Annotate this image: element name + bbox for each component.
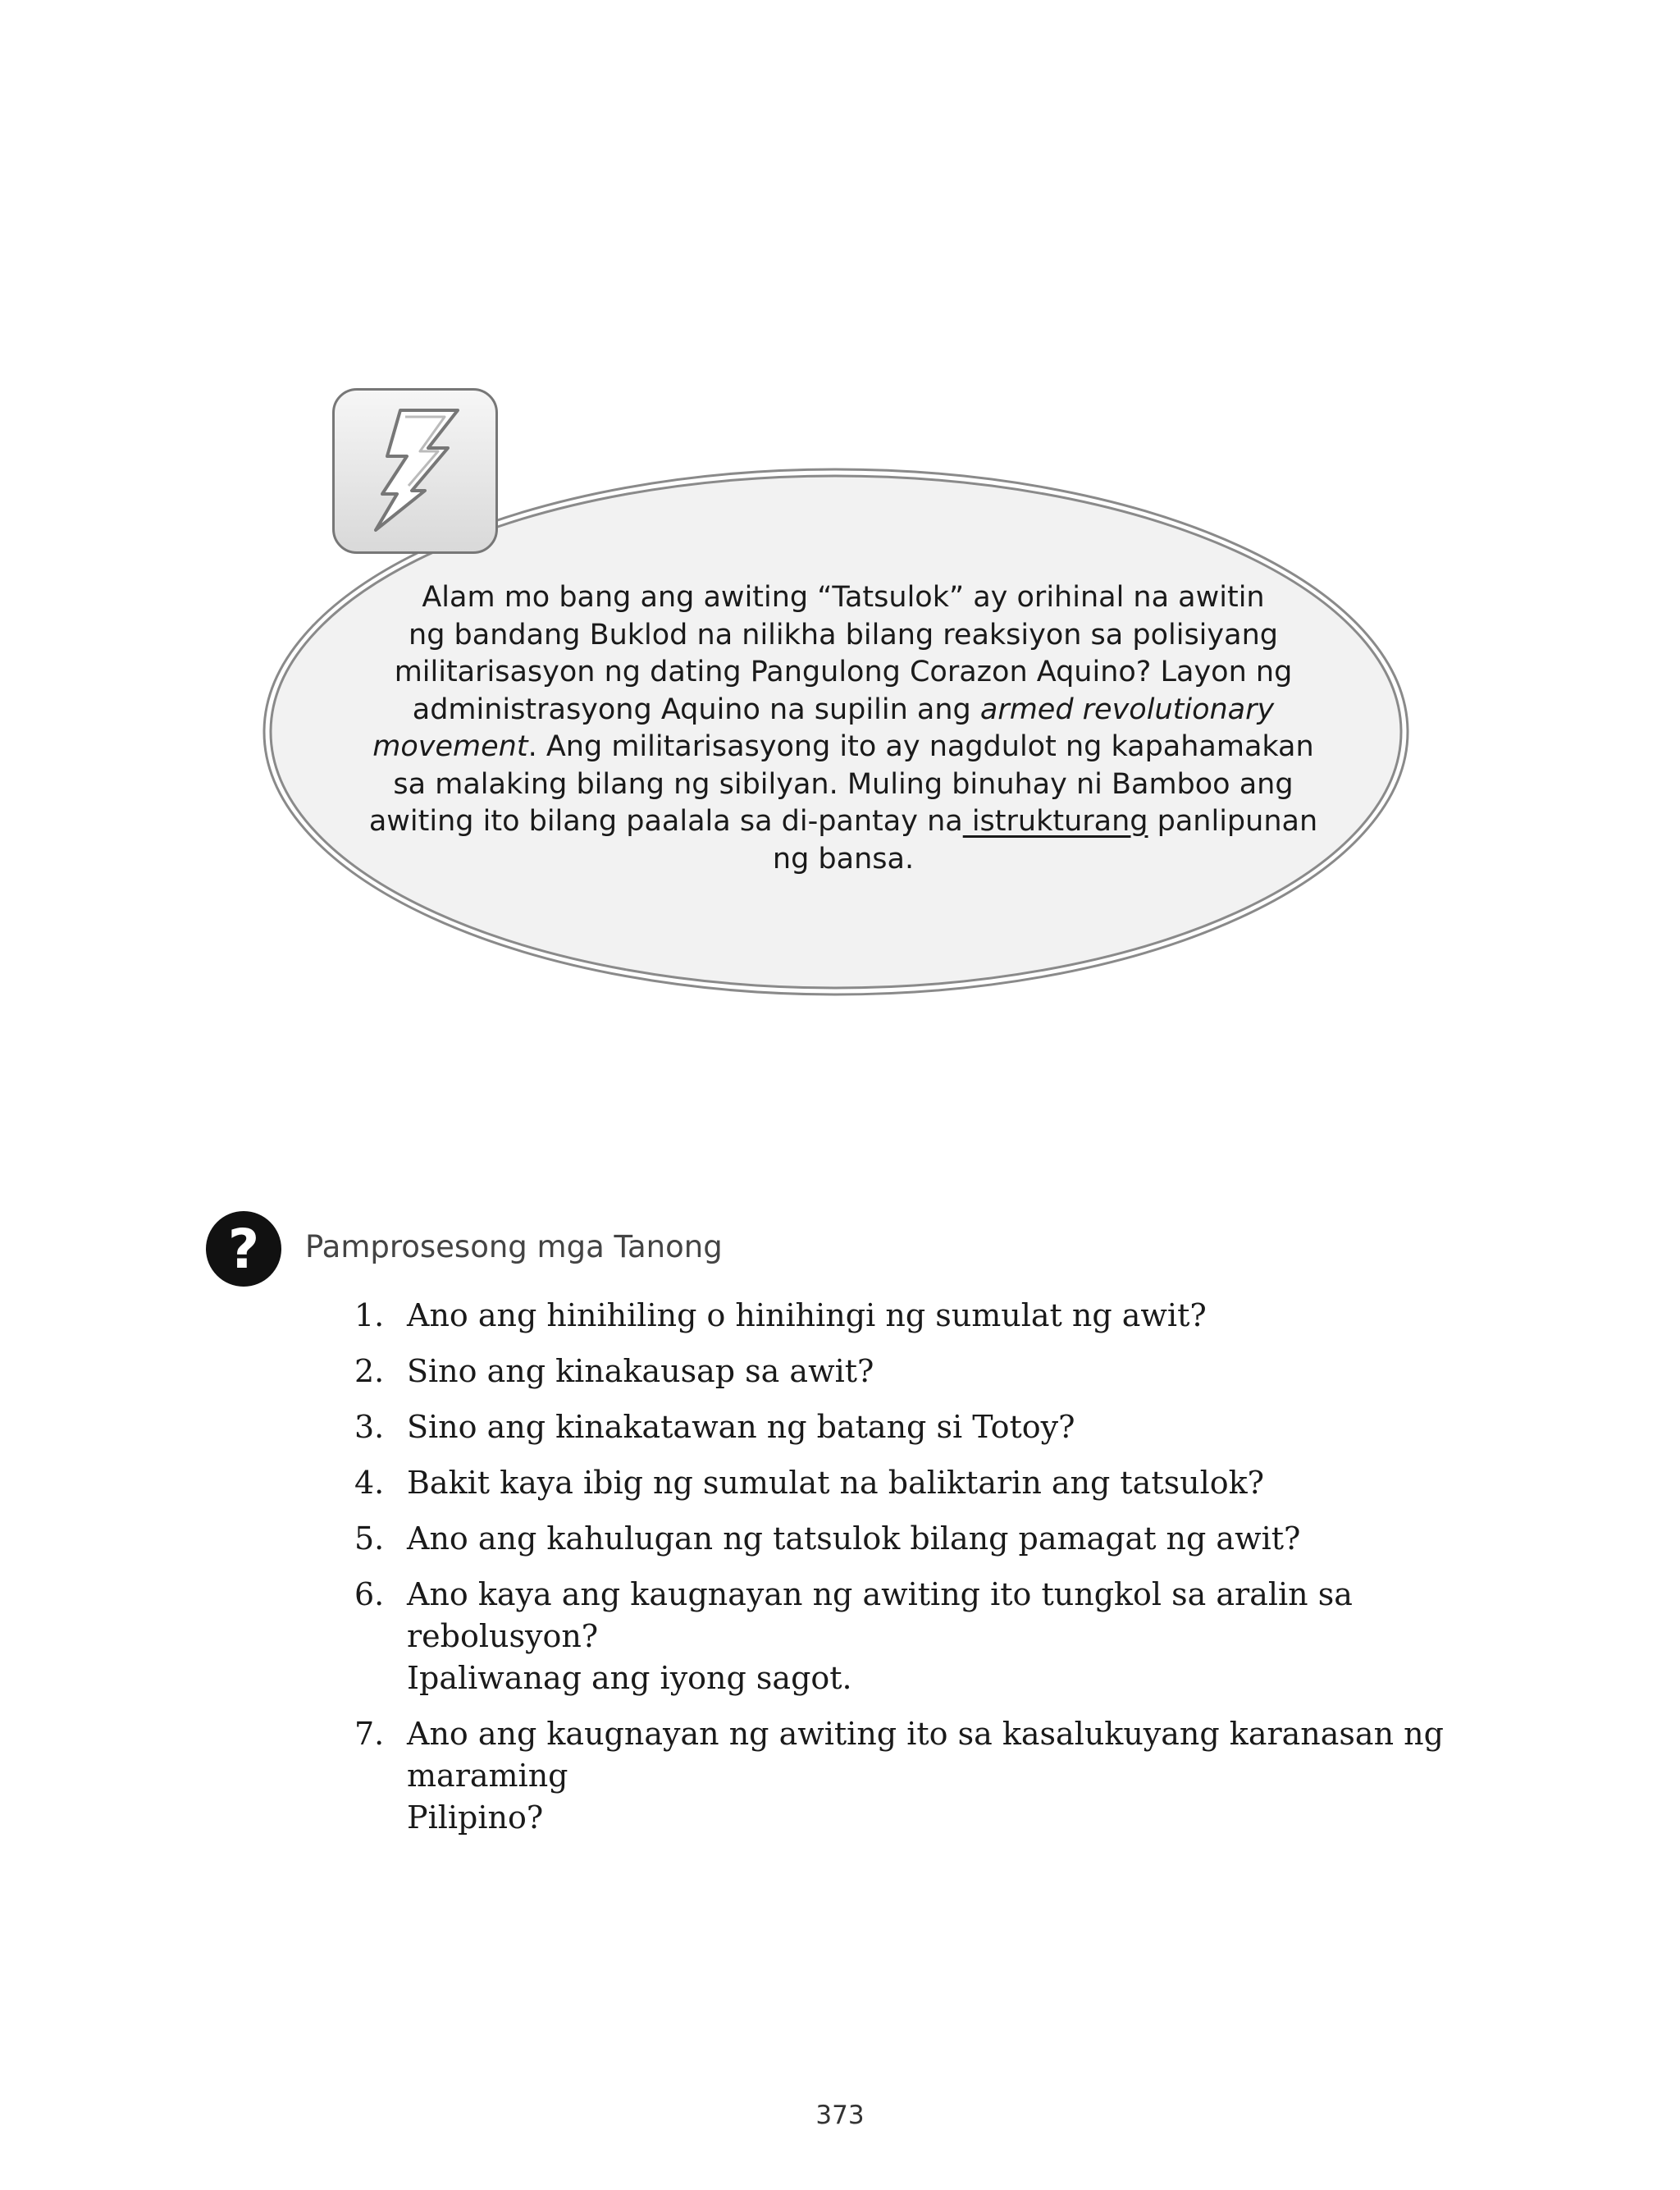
trivia-line: ng bansa. [772,842,915,876]
list-item [354,1518,1503,1560]
trivia-line: ng bandang Buklod na nilikha bilang reaksiyon sa polisiyang [409,618,1278,652]
list-item [354,1713,1503,1839]
question-text: Sino ang kinakausap sa awit? [407,1353,874,1389]
question-text: Ano ang kahulugan ng tatsulok bilang pamagat ng awit? [407,1520,1301,1557]
trivia-line: Alam mo bang ang awiting “Tatsulok” ay orihinal na awitin [422,581,1265,614]
question-number: 1. [354,1297,385,1333]
trivia-text-run: awiting ito bilang paalala sa di-pantay na [368,805,963,838]
question-number: 3. [354,1409,385,1445]
svg-text:?: ? [227,1218,260,1281]
question-text: Ano ang hinihiling o hinihingi ng sumulat ng awit? [407,1297,1207,1333]
trivia-italic-run: armed revolutionary [979,693,1275,726]
question-text-continued: Pilipino? [407,1799,544,1836]
question-number: 2. [354,1353,385,1389]
question-number: 4. [354,1465,385,1501]
question-text: Ano ang kaugnayan ng awiting ito sa kasalukuyang karanasan ng maraming [407,1716,1444,1794]
question-text: Ano kaya ang kaugnayan ng awiting ito tungkol sa aralin sa rebolusyon? [407,1576,1353,1654]
section-title: Pamprosesong mga Tanong [305,1229,723,1264]
trivia-line: militarisasyon ng dating Pangulong Corazon Aquino? Layon ng [394,656,1293,688]
trivia-line: sa malaking bilang ng sibilyan. Muling binuhay ni Bamboo ang [393,767,1294,801]
trivia-text [359,579,1327,878]
question-number: 6. [354,1576,385,1612]
question-text: Bakit kaya ibig ng sumulat na baliktarin ang tatsulok? [407,1465,1264,1501]
question-number: 7. [354,1716,385,1752]
trivia-line [359,803,1327,841]
trivia-text-run: . Ang militarisasyong ito ay nagdulot ng kapahamakan [527,730,1314,763]
trivia-underlined-run: istrukturang [962,805,1148,838]
page-number: 373 [815,2101,865,2130]
list-item [354,1574,1503,1699]
trivia-line [359,729,1327,766]
question-text-continued: Ipaliwanag ang iyong sagot. [407,1660,852,1696]
lightning-badge [332,388,498,554]
question-text: Sino ang kinakatawan ng batang si Totoy? [407,1409,1075,1445]
list-item [354,1406,1503,1448]
questions-list [354,1295,1503,1853]
question-number: 5. [354,1520,385,1557]
list-item [354,1295,1503,1337]
trivia-text-run: administrasyong Aquino na supilin ang [412,693,980,726]
question-mark-icon [205,1210,282,1287]
trivia-italic-run: movement [372,730,528,763]
list-item [354,1351,1503,1392]
lightning-icon [369,409,468,532]
trivia-text-run: panlipunan [1148,805,1318,838]
trivia-line [359,692,1327,729]
list-item [354,1462,1503,1504]
